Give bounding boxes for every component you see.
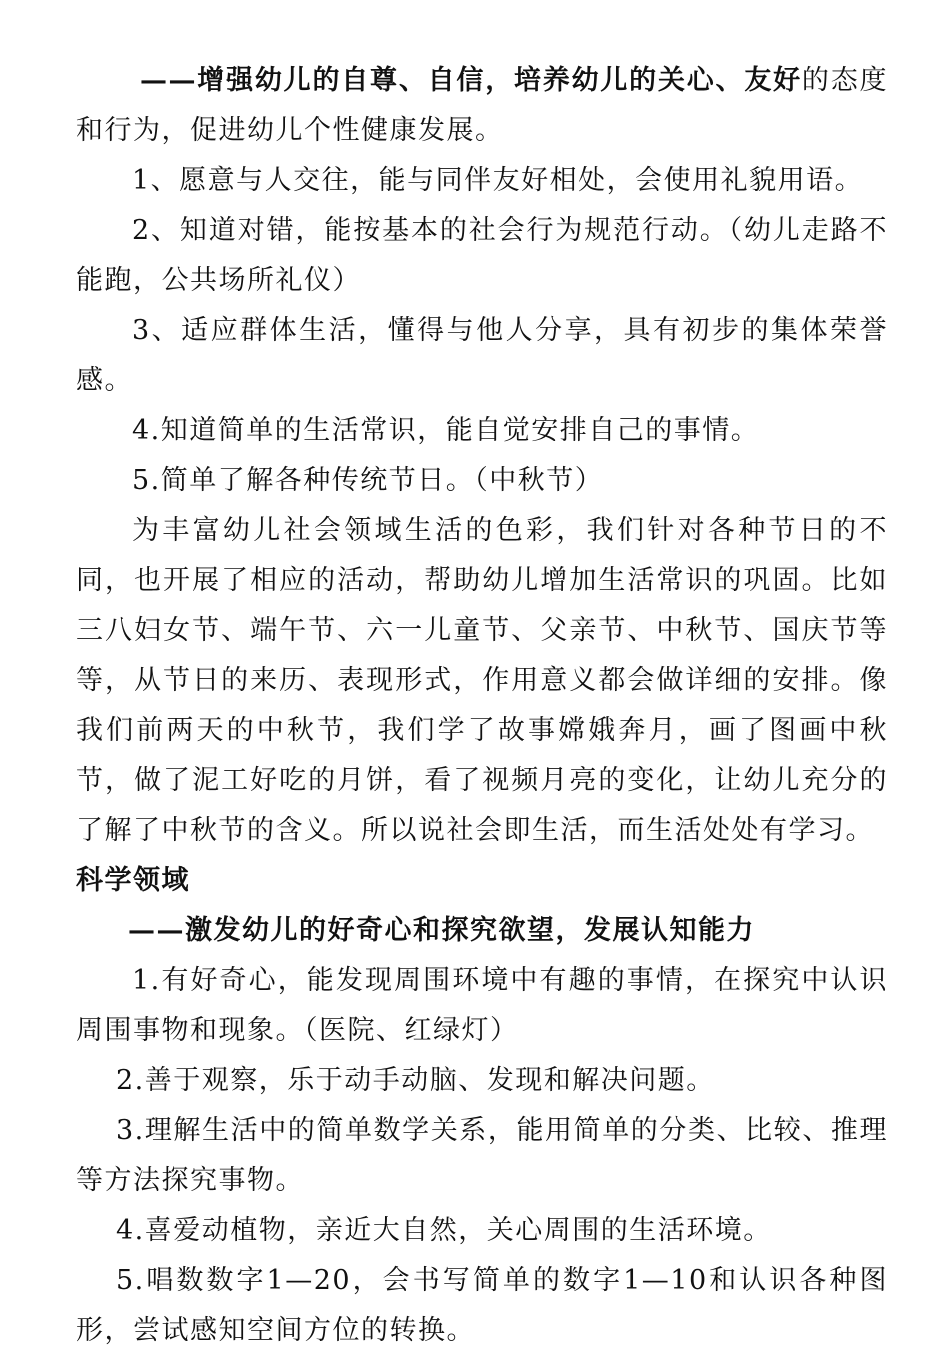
social-item-4: 4.知道简单的生活常识，能自觉安排自己的事情。 [132, 415, 760, 446]
social-item-1: 1、愿意与人交往，能与同伴友好相处，会使用礼貌用语。 [132, 165, 864, 196]
social-goal-paragraph [76, 56, 888, 156]
social-item-2: 2、知道对错，能按基本的社会行为规范行动。（幼儿走路不能跑，公共场所礼仪） [76, 215, 888, 296]
social-goal-rest: 的态度和行为，促进幼儿个性健康发展。 [76, 65, 889, 146]
science-goal: ——激发幼儿的好奇心和探究欲望，发展认知能力 [128, 915, 755, 946]
document-page [76, 56, 888, 1356]
science-item-4: 4.喜爱动植物，亲近大自然，关心周围的生活环境。 [116, 1215, 772, 1246]
science-item-5: 5.唱数数字1—20，会书写简单的数字1—10和认识各种图形，尝试感知空间方位的转换。 [76, 1265, 888, 1346]
social-paragraph: 为丰富幼儿社会领域生活的色彩，我们针对各种节日的不同，也开展了相应的活动，帮助幼儿增加生活常识的巩固。比如三八妇女节、端午节、六一儿童节、父亲节、中秋节、国庆节等等，从节日的来历、表现形式，作用意义都会做详细的安排。像我们前两天的中秋节，我们学了故事嫦娥奔月，画了图画中秋节，做了泥工好吃的月饼，看了视频月亮的变化，让幼儿充分的了解了中秋节的含义。所以说社会即生活，而生活处处有学习。 [76, 515, 888, 846]
science-item-1: 1.有好奇心，能发现周围环境中有趣的事情，在探究中认识周围事物和现象。（医院、红绿灯） [76, 965, 888, 1046]
science-item-2: 2.善于观察，乐于动手动脑、发现和解决问题。 [116, 1065, 715, 1096]
social-item-5: 5.简单了解各种传统节日。（中秋节） [132, 465, 604, 496]
science-item-3: 3.理解生活中的简单数学关系，能用简单的分类、比较、推理等方法探究事物。 [76, 1115, 888, 1196]
science-heading: 科学领域 [76, 865, 190, 896]
social-item-3: 3、适应群体生活，懂得与他人分享，具有初步的集体荣誉感。 [76, 315, 888, 396]
social-goal-bold: ——增强幼儿的自尊、自信，培养幼儿的关心、友好 [140, 65, 802, 96]
